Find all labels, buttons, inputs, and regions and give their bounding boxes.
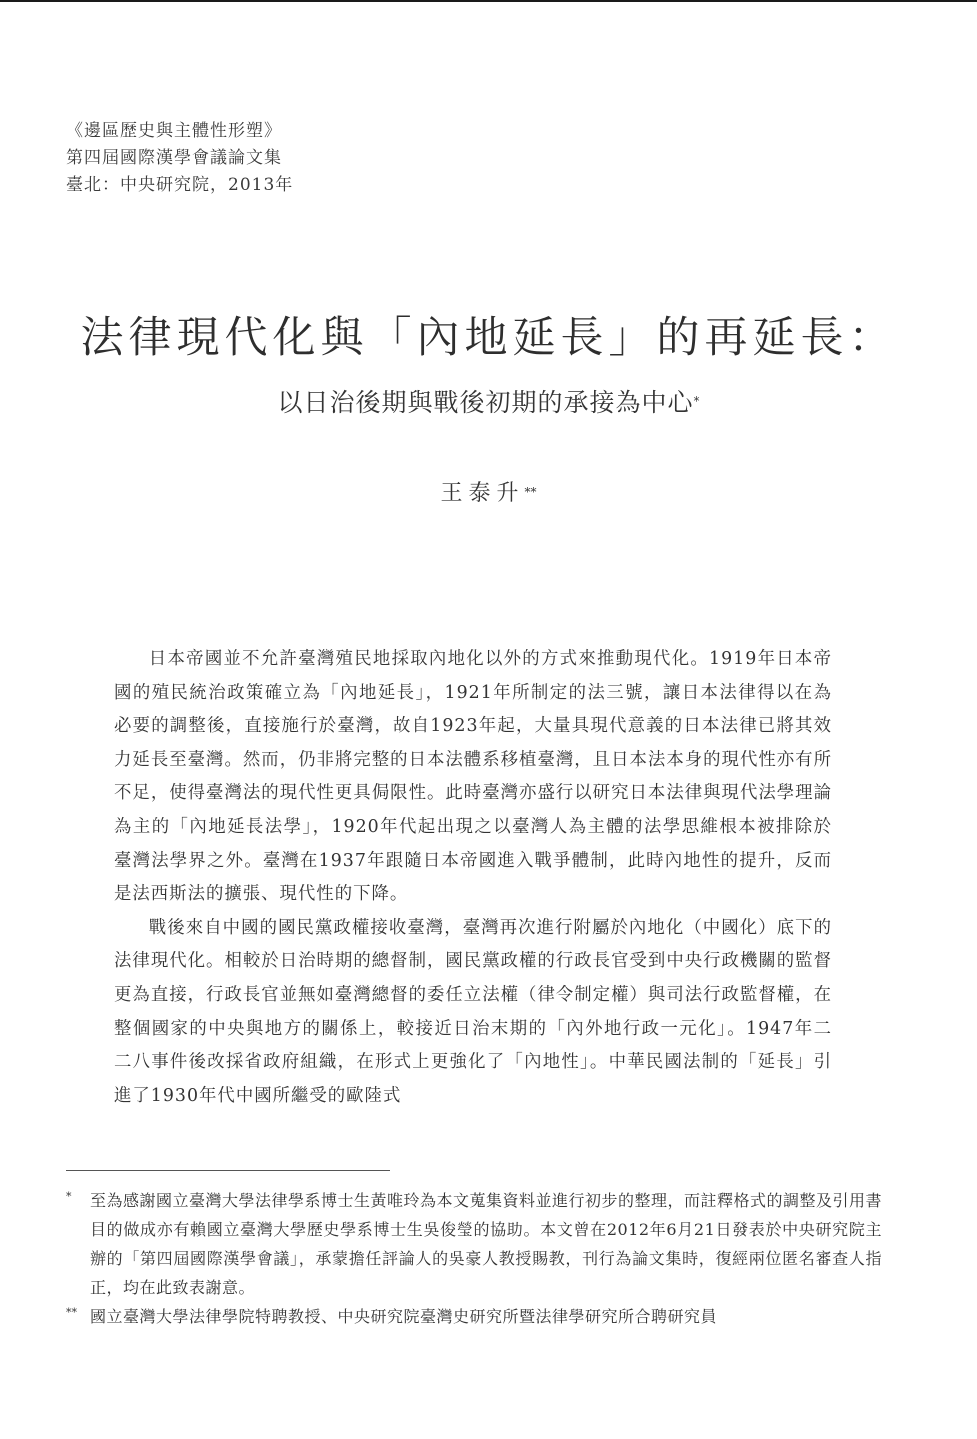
top-border-rule <box>0 0 977 2</box>
article-subtitle: 以日治後期與戰後初期的承接為中心 <box>277 388 694 417</box>
abstract-paragraph-1: 日本帝國並不允許臺灣殖民地採取內地化以外的方式來推動現代化。1919年日本帝國的殖民統治政策確立為「內地延長」，1921年所制定的法三號，讓日本法律得以在為必要的調整後，直接施行於臺灣，故自1923年起，大量具現代意義的日本法律已將其效力延長至臺灣。然而，仍非將完整的日本法體系移植臺灣，且日本法本身的現代性亦有所不足，使得臺灣法的現代性更具侷限性。此時臺灣亦盛行以研究日本法律與現代法學理論為主的「內地延長法學」，1920年代起出現之以臺灣人為主體的法學思維根本被排除於臺灣法學界之外。臺灣在1937年跟隨日本帝國進入戰爭體制，此時內地性的提升，反而是法西斯法的擴張、現代性的下降。 <box>114 649 832 905</box>
author-line <box>0 476 977 512</box>
abstract-paragraph-2: 戰後來自中國的國民黨政權接收臺灣，臺灣再次進行附屬於內地化（中國化）底下的法律現代化。相較於日治時期的總督制，國民黨政權的行政長官受到中央行政機關的監督更為直接，行政長官並無如臺灣總督的委任立法權（律令制定權）與司法行政監督權，在整個國家的中央與地方的關係上，較接近日治末期的「內外地行政一元化」。1947年二二八事件後改採省政府組織，在形式上更強化了「內地性」。中華民國法制的「延長」引進了1930年代中國所繼受的歐陸式 <box>114 917 832 1106</box>
article-title: 法律現代化與「內地延長」的再延長： <box>80 313 897 363</box>
source-citation <box>66 118 293 199</box>
subtitle-footnote-mark: * <box>693 394 700 408</box>
footnote-1-text: 至為感謝國立臺灣大學法律學系博士生黃唯玲為本文蒐集資料並進行初步的整理，而註釋格式的調整及引用書目的做成亦有賴國立臺灣大學歷史學系博士生吳俊瑩的協助。本文曾在2012年6月21日發表於中央研究院主辦的「第四屆國際漢學會議」，承蒙擔任評論人的吳豪人教授賜教，刊行為論文集時，復經兩位匿名審查人指正，均在此致表謝意。 <box>90 1191 883 1297</box>
abstract-body <box>114 643 832 1113</box>
footnote-2-mark: ** <box>66 1306 77 1319</box>
source-conference: 第四屆國際漢學會議論文集 <box>66 148 282 168</box>
footnote-separator <box>66 1170 390 1171</box>
source-publisher: 臺北：中央研究院，2013年 <box>66 175 294 195</box>
footnote-2 <box>66 1302 882 1331</box>
source-book-title: 《邊區歷史與主體性形塑》 <box>66 121 282 141</box>
footnotes <box>66 1186 882 1331</box>
author-footnote-mark: ** <box>524 485 537 499</box>
footnote-2-text: 國立臺灣大學法律學院特聘教授、中央研究院臺灣史研究所暨法律學研究所合聘研究員 <box>90 1307 718 1326</box>
author-name: 王泰升 <box>440 481 525 506</box>
footnote-1-mark: * <box>66 1190 72 1203</box>
article-subtitle-line <box>0 383 977 423</box>
footnote-1 <box>66 1186 882 1302</box>
